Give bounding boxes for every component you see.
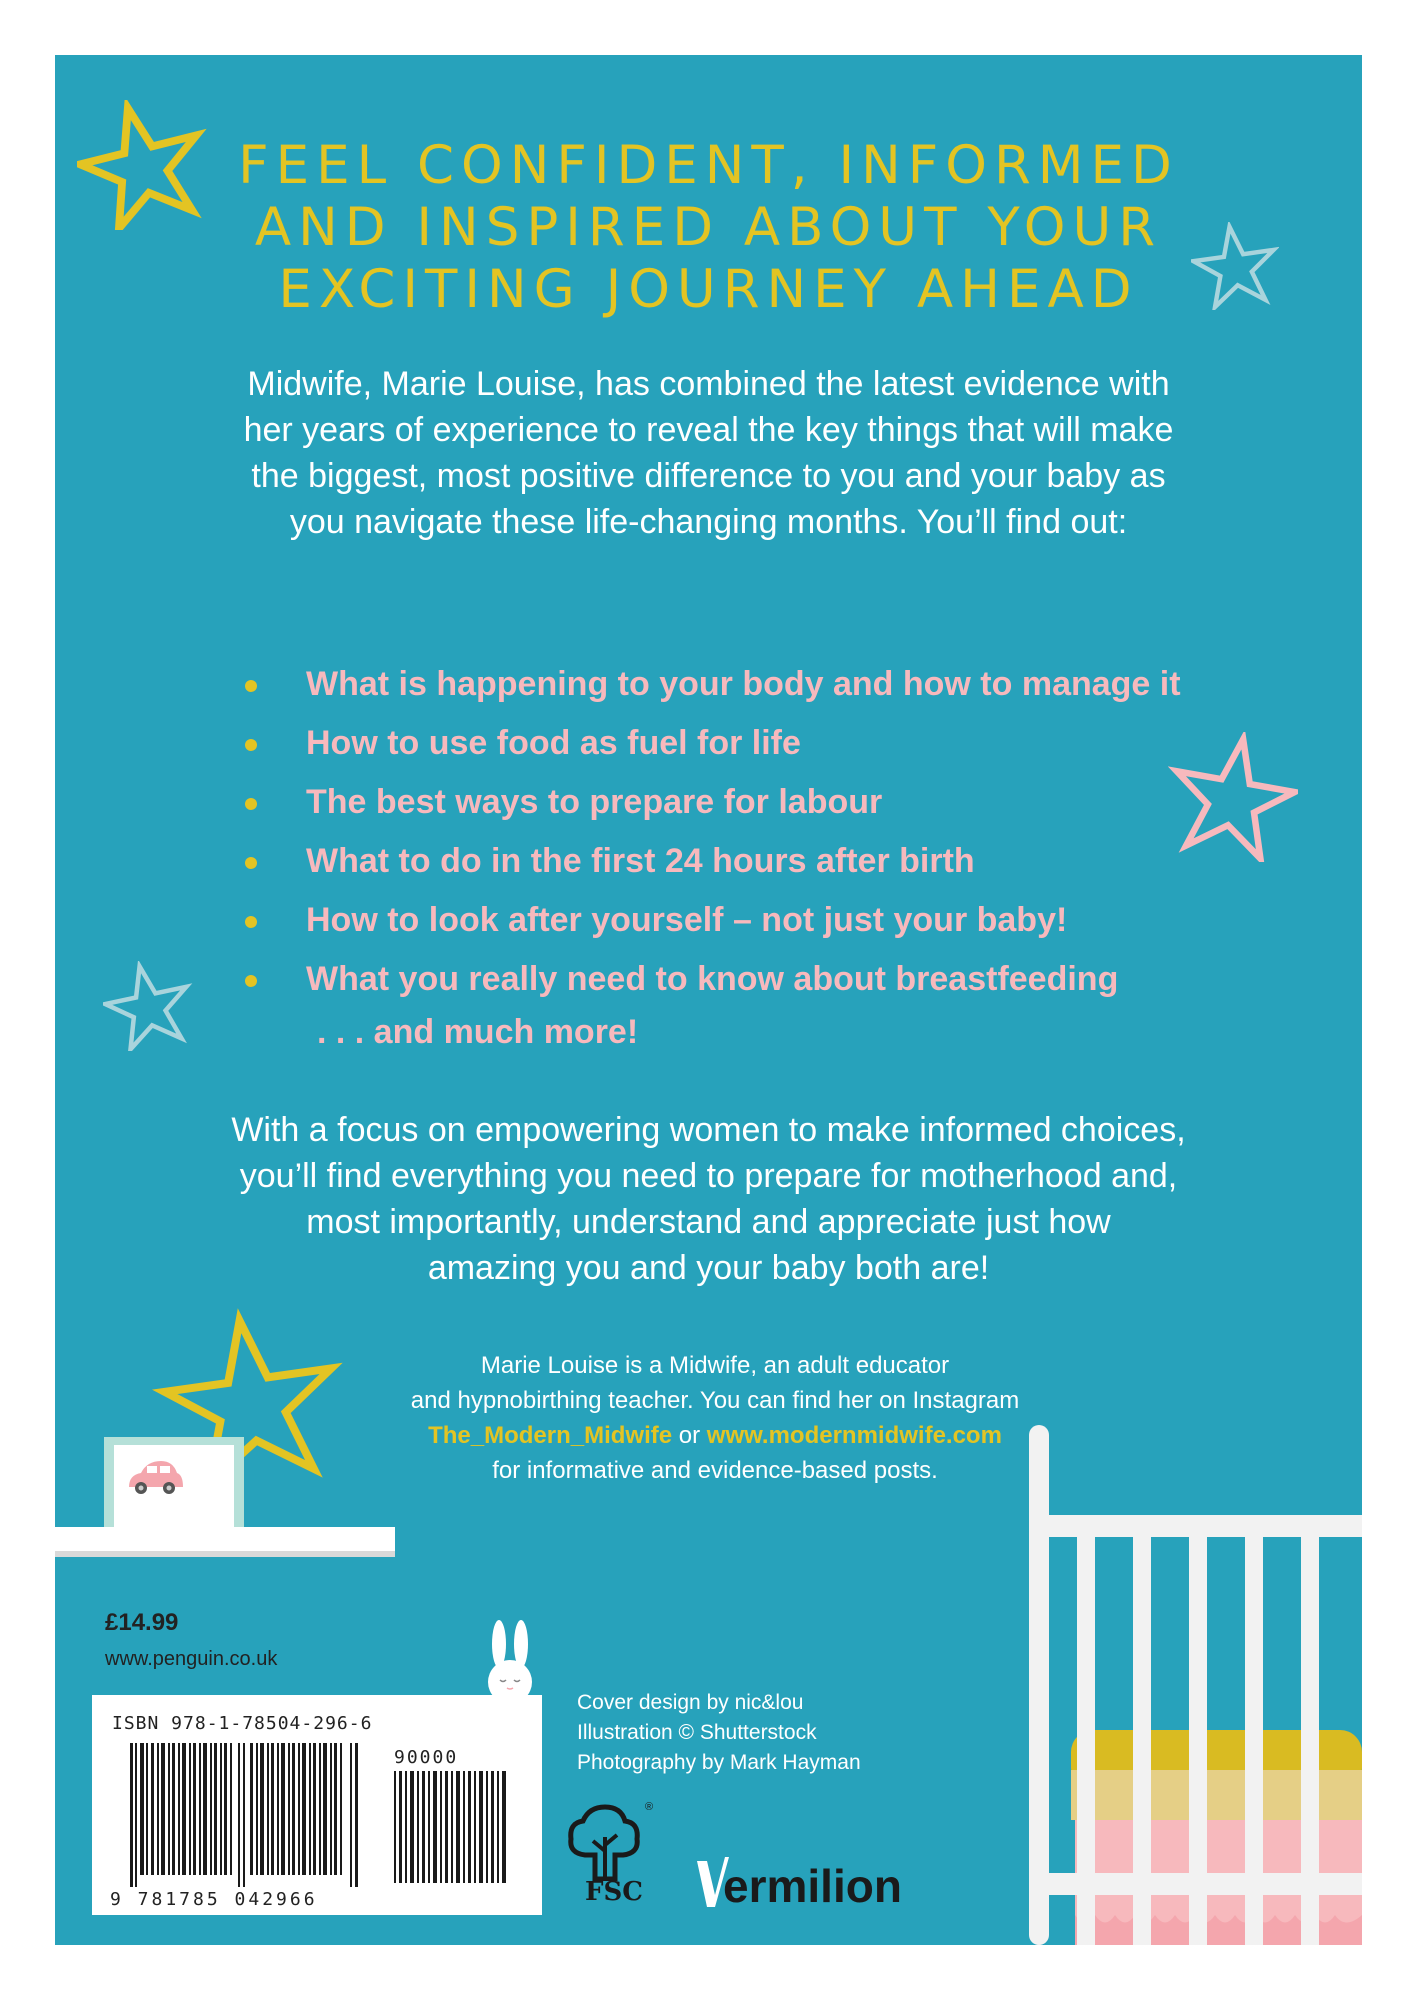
bio-links-line xyxy=(375,1418,1055,1453)
outro-line: amazing you and your baby both are! xyxy=(427,1249,990,1287)
list-item: How to look after yourself – not just your baby! xyxy=(245,891,1245,950)
back-cover xyxy=(55,55,1362,1945)
fsc-label: FSC xyxy=(585,1877,643,1907)
intro-line: her years of experience to reveal the key things that will make xyxy=(243,411,1174,449)
headline-line: AND INSPIRED ABOUT YOUR xyxy=(254,197,1163,258)
intro-paragraph xyxy=(195,361,1222,545)
shelf-illustration xyxy=(55,1255,420,1585)
intro-line: you navigate these life-changing months. You’ll find out: xyxy=(289,503,1128,541)
bio-line: and hypnobirthing teacher. You can find her on Instagram xyxy=(410,1387,1020,1414)
benefits-list xyxy=(245,655,1245,1009)
cot-illustration xyxy=(1015,1425,1362,1945)
fsc-tree-icon xyxy=(563,1801,647,1881)
price: £14.99 xyxy=(105,1609,179,1636)
outro-line: most importantly, understand and appreciate just how xyxy=(306,1203,1111,1241)
list-item: How to use food as fuel for life xyxy=(245,714,1245,773)
barcode-digits: 9 781785 042966 xyxy=(110,1889,318,1910)
and-much-more: . . . and much more! xyxy=(317,1013,639,1051)
bio-line: for informative and evidence-based posts. xyxy=(492,1457,938,1484)
headline xyxy=(55,135,1362,321)
list-item: What is happening to your body and how to manage it xyxy=(245,655,1245,714)
list-item: What you really need to know about breastfeeding xyxy=(245,950,1245,1009)
list-item: The best ways to prepare for labour xyxy=(245,773,1245,832)
star-outline-icon xyxy=(103,961,193,1051)
instagram-handle[interactable]: The_Modern_Midwife xyxy=(428,1422,673,1449)
intro-line: the biggest, most positive difference to you and your baby as xyxy=(251,457,1166,495)
outro-line: With a focus on empowering women to make informed choices, xyxy=(231,1111,1186,1149)
registered-mark: ® xyxy=(645,1801,654,1813)
barcode-box xyxy=(92,1695,542,1915)
isbn: ISBN 978-1-78504-296-6 xyxy=(112,1713,373,1734)
author-bio xyxy=(375,1348,1055,1488)
price-code: 90000 xyxy=(394,1747,459,1768)
barcode xyxy=(130,1743,362,1887)
headline-line: EXCITING JOURNEY AHEAD xyxy=(278,259,1139,320)
credit-line: Illustration © Shutterstock xyxy=(577,1721,817,1744)
headline-line: FEEL CONFIDENT, INFORMED xyxy=(238,135,1179,196)
outro-line: you’ll find everything you need to prepare for motherhood and, xyxy=(239,1157,1178,1195)
intro-line: Midwife, Marie Louise, has combined the latest evidence with xyxy=(247,365,1170,403)
credits xyxy=(577,1688,861,1778)
bio-or: or xyxy=(672,1422,707,1449)
bio-line: Marie Louise is a Midwife, an adult educator xyxy=(480,1352,950,1379)
barcode-addon xyxy=(394,1771,512,1883)
credit-line: Cover design by nic&lou xyxy=(577,1691,804,1714)
website-link[interactable]: www.modernmidwife.com xyxy=(706,1422,1002,1449)
publisher-website: www.penguin.co.uk xyxy=(105,1648,278,1670)
publisher-logo-text: ermilion xyxy=(723,1860,902,1912)
toy-car-icon xyxy=(123,1457,187,1505)
credit-line: Photography by Mark Hayman xyxy=(577,1751,861,1774)
list-item: What to do in the first 24 hours after birth xyxy=(245,832,1245,891)
